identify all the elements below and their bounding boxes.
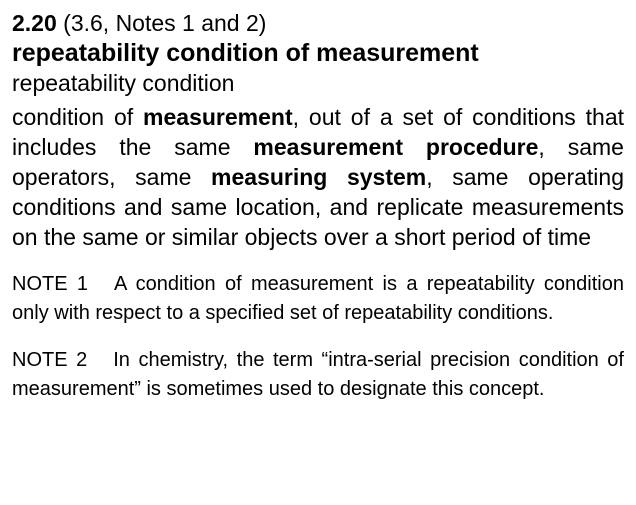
definition-term-measurement-procedure: measurement procedure bbox=[253, 134, 539, 160]
note-1-label: NOTE 1 bbox=[12, 273, 89, 295]
definition-term-measuring-system: measuring system bbox=[211, 164, 427, 190]
definition-text-3: , same operators, same bbox=[12, 134, 624, 190]
definition-text-1: condition of bbox=[12, 104, 144, 130]
note-2-label: NOTE 2 bbox=[12, 349, 88, 371]
note-1-text: A condition of measurement is a repeatability condition only with respect to a specified set of repeatability conditions. bbox=[12, 273, 624, 324]
definition-text-2: , out of a set of conditions that includes the same bbox=[12, 104, 624, 160]
note-2-text: In chemistry, the term “intra-serial precision condition of measurement” is sometimes used to designate this concept. bbox=[12, 349, 624, 400]
entry-source-reference: (3.6, Notes 1 and 2) bbox=[63, 10, 267, 36]
entry-term: repeatability condition of measurement bbox=[12, 39, 479, 67]
note-2 bbox=[12, 346, 624, 404]
definition-text-4: , same operating conditions and same location, and replicate measurements on the same or similar objects over a short period of time bbox=[12, 164, 624, 250]
definition-term-measurement: measurement bbox=[143, 104, 293, 130]
entry-synonym: repeatability condition bbox=[12, 70, 235, 96]
entry-definition bbox=[12, 102, 624, 252]
entry-header bbox=[12, 8, 624, 38]
note-1 bbox=[12, 270, 624, 328]
entry-number: 2.20 bbox=[12, 10, 57, 36]
